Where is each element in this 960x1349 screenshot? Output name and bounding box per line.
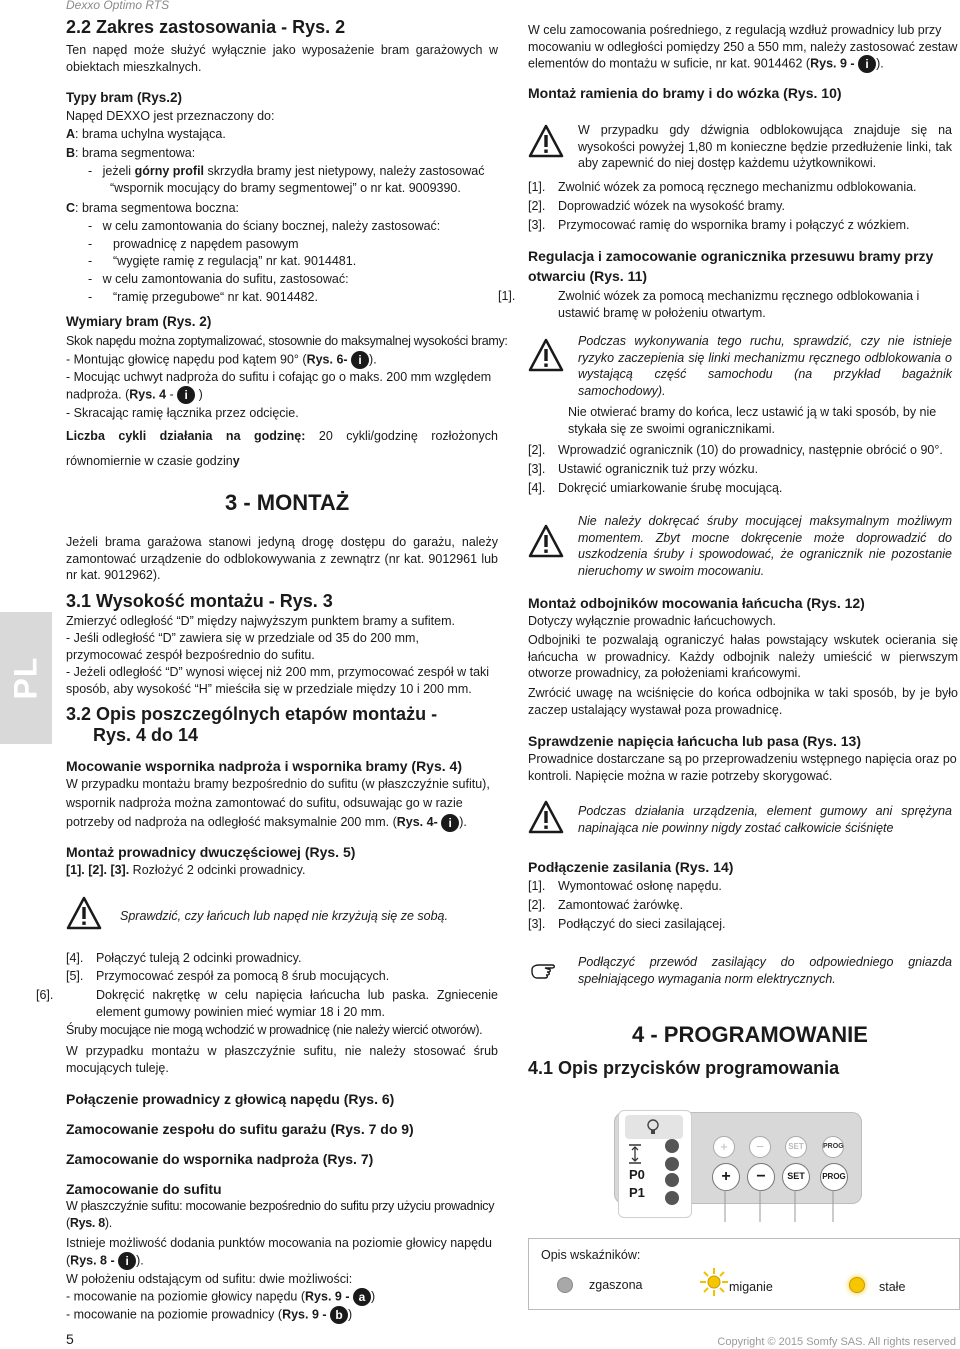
limiter-step-4: [4]. Dokręcić umiarkowanie śrubę mocującą. bbox=[528, 481, 783, 495]
limiter-step-1: [1]. Zwolnić wózek za pomocą mechanizmu ręcznego odblokowania i ustawić bramę w położeniu otwartym. bbox=[498, 289, 920, 320]
tension-warning: Podczas działania urządzenia, element gumowy ani sprężyna napinająca nie powinny nigdy zostać całkowicie ściśnięte bbox=[578, 804, 952, 835]
power-title: Podłączenie zasilania (Rys. 14) bbox=[528, 859, 734, 875]
warning-icon bbox=[528, 800, 564, 834]
limiter-warning-2: Nie należy dokręcać śruby mocującej maksymalnym możliwym momentem. Zbyt mocne dokręcenie może doprowadzić do uszkodzenia śruby i spowodować, że ogranicznik nie pozostanie nieruchomy w swoim mocowaniu. bbox=[578, 514, 952, 578]
type-c-item-1: - w celu zamontowania do ściany bocznej, należy zastosować: bbox=[88, 219, 441, 233]
ceiling-p1: W płaszczyźnie sufitu: mocowanie bezpośrednio do sufitu przy użyciu prowadnicy (Rys. 8). bbox=[66, 1199, 495, 1230]
ceiling-p3-item-2: - mocowanie na poziomie prowadnicy (Rys. 9 - b ) bbox=[66, 1307, 353, 1322]
pointing-hand-icon bbox=[530, 958, 560, 982]
rail-step-6: [6]. Dokręcić nakrętkę w celu napięcia łańcucha lub paska. Zgniecenie element gumowy powinien mieć wymiar 18 i 20 mm. bbox=[36, 988, 498, 1019]
heading-fix-lintel: Zamocowanie do wspornika nadproża (Rys. 7) bbox=[66, 1151, 374, 1167]
section-3-1-item-1: - Jeśli odległość “D” zawiera się w przedziale od 35 do 200 mm, przymocować zespół bezpośrednio do sufitu. bbox=[66, 631, 419, 662]
dims-text: Skok napędu można zoptymalizować, stosownie do maksymalnej wysokości bramy: bbox=[66, 334, 508, 348]
limiter-step-3: [3]. Ustawić ogranicznik tuż przy wózku. bbox=[528, 462, 759, 476]
section-3-1-text: Zmierzyć odległość “D” między najwyższym punktem bramy a sufitem. bbox=[66, 614, 455, 628]
led-p0 bbox=[665, 1173, 679, 1187]
minus-button[interactable]: − bbox=[747, 1163, 775, 1191]
heading-fix-ceiling: Zamocowanie zespołu do sufitu garażu (Rys. 7 do 9) bbox=[66, 1121, 414, 1137]
led-slot bbox=[625, 1115, 683, 1139]
tension-title: Sprawdzenie napięcia łańcucha lub pasa (Rys. 13) bbox=[528, 733, 862, 749]
tension-text: Prowadnice dostarczane są po przeprowadzeniu wstępnego napięcia oraz po kontroli. Napięcie można w razie potrzeby skorygować. bbox=[528, 752, 957, 783]
section-2-2-text: Ten napęd może służyć wyłącznie jako wyposażenie bram garażowych w obiektach mieszkalnych. bbox=[66, 43, 498, 74]
legend-title: Opis wskaźników: bbox=[541, 1248, 641, 1262]
type-c-item-1a: - prowadnicę z napędem pasowym bbox=[88, 237, 299, 251]
dims-item-3: - Skracając ramię łącznika przez odcięcie. bbox=[66, 406, 299, 420]
section-3-2-title-1: 3.2 Opis poszczególnych etapów montażu - bbox=[66, 704, 438, 724]
plus-button[interactable]: + bbox=[712, 1163, 740, 1191]
ceiling-p2: Istnieje możliwość dodania punktów mocowania na poziomie głowicy napędu (Rys. 8 - i ). bbox=[66, 1236, 492, 1268]
warning-icon bbox=[528, 124, 564, 158]
heading-connection: Połączenie prowadnicy z głowicą napędu (Rys. 6) bbox=[66, 1091, 395, 1107]
legend-off-label: zgaszona bbox=[589, 1278, 643, 1292]
brand-header: Dexxo Optimo RTS bbox=[66, 0, 170, 12]
light-bulb-icon bbox=[643, 1117, 663, 1137]
info-icon: i bbox=[858, 55, 876, 73]
arm-step-3: [3]. Przymocować ramię do wspornika bramy i połączyć z wózkiem. bbox=[528, 218, 910, 232]
type-c-item-1b: - “wygięte ramię z regulacją” nr kat. 9014481. bbox=[88, 254, 357, 268]
info-icon: i bbox=[118, 1252, 136, 1270]
dims-item-1: - Montując głowicę napędu pod kątem 90° (Rys. 6- i ). bbox=[66, 352, 377, 367]
ceiling-p3: W położeniu odstającym od sufitu: dwie możliwości: bbox=[66, 1272, 353, 1286]
screws-note: Śruby mocujące nie mogą wchodzić w prowadnicę (nie należy wiercić otworów). bbox=[66, 1023, 483, 1037]
page-number: 5 bbox=[66, 1331, 74, 1347]
legend-blink-indicator bbox=[699, 1267, 729, 1297]
warning-icon bbox=[66, 896, 102, 930]
info-icon: i bbox=[351, 351, 369, 369]
legend-on-indicator bbox=[849, 1277, 865, 1293]
info-icon: i bbox=[177, 386, 195, 404]
section-4-1-title: 4.1 Opis przycisków programowania bbox=[528, 1058, 840, 1078]
rail-step-4: [4]. Połączyć tuleją 2 odcinki prowadnicy. bbox=[66, 951, 302, 965]
chapter-4-title: 4 - PROGRAMOWANIE bbox=[632, 1022, 868, 1047]
types-intro: Napęd DEXXO jest przeznaczony do: bbox=[66, 109, 275, 123]
chain-p3: Zwrócić uwagę na wciśnięcie do końca odbojnika w taki sposób, by je było zaczep ustalający wystawał poza prowadnicę. bbox=[528, 686, 958, 717]
copyright: Copyright © 2015 Somfy SAS. All rights reserved bbox=[717, 1336, 956, 1348]
badge-b-icon: b bbox=[330, 1306, 348, 1324]
ceiling-note: W przypadku montażu w płaszczyźnie sufitu, nie należy stosować śrub mocujących tuleję. bbox=[66, 1044, 498, 1075]
led-1 bbox=[665, 1139, 679, 1153]
door-travel-icon bbox=[627, 1143, 643, 1165]
arm-warning: W przypadku gdy dźwignia odblokowująca znajduje się na wysokości powyżej 1,80 m konieczne będzie przedłużenie linki, tak aby zapewnić do niej dostęp każdemu użytkownikowi. bbox=[578, 123, 952, 170]
arm-title: Montaż ramienia do bramy i do wózka (Rys. 10) bbox=[528, 85, 842, 101]
language-tab bbox=[0, 612, 52, 744]
type-c: C: brama segmentowa boczna: bbox=[66, 201, 240, 215]
section-3-2-title-2: Rys. 4 do 14 bbox=[93, 725, 199, 745]
button-pointer-lines bbox=[680, 1188, 860, 1224]
power-step-2: [2]. Zamontować żarówkę. bbox=[528, 898, 684, 912]
arm-step-2: [2]. Doprowadzić wózek na wysokość bramy. bbox=[528, 199, 785, 213]
chain-p2: Odbojniki te pozwalają ograniczyć hałas powstający wskutek ocierania się łańcucha w prowadnicy. Każdy odbojnik należy umieścić w pierwszym otworze prowadnicy, za położeniami krańcowymi. bbox=[528, 633, 958, 680]
prog-button-top[interactable]: PROG bbox=[822, 1136, 844, 1158]
chain-title: Montaż odbojników mocowania łańcucha (Rys. 12) bbox=[528, 595, 865, 611]
indirect-text: W celu zamocowania pośredniego, z regulacją wzdłuż prowadnicy lub przy mocowaniu w odległości pomiędzy 250 a 550 mm, należy zastosować zestaw elementów do montażu w suficie, nr kat. 9014462 (Rys. 9 - i ). bbox=[528, 23, 958, 71]
set-button[interactable]: SET bbox=[782, 1163, 810, 1191]
type-b: B: brama segmentowa: bbox=[66, 146, 196, 160]
prog-button[interactable]: PROG bbox=[820, 1163, 848, 1191]
limiter-warning: Podczas wykonywania tego ruchu, sprawdzić, czy nie istnieje ryzyko zaczepienia się linki mechanizmu ręcznego odblokowania o wystającą część samochodu (na przykład bagażnik samochodowy). bbox=[578, 334, 952, 398]
ceiling-p3-item-1: - mocowanie na poziomie głowicy napędu (Rys. 9 - a ) bbox=[66, 1289, 376, 1304]
legend-on-label: stałe bbox=[879, 1280, 906, 1294]
chapter-3-title: 3 - MONTAŻ bbox=[225, 490, 350, 515]
set-button-top[interactable]: SET bbox=[785, 1136, 807, 1158]
limiter-note: Nie otwierać bramy do końca, lecz ustawić ją w taki sposób, by nie stykała się ze swoimi ogranicznikami. bbox=[568, 405, 937, 436]
chapter-3-text: Jeżeli brama garażowa stanowi jedyną drogę dostępu do garażu, należy zamontować urządzenie do odblokowywania z zewnątrz (nr kat. 9012961 lub nr kat. 9012962). bbox=[66, 535, 498, 582]
dims-title: Wymiary bram (Rys. 2) bbox=[66, 314, 212, 329]
label-p1: P1 bbox=[629, 1185, 645, 1200]
dims-item-2: - Mocując uchwyt nadproża do sufitu i cofając go o maks. 200 mm względem nadproża. (Rys. 4 - i ) bbox=[66, 370, 492, 402]
cycles-text: Liczba cykli działania na godzinę: 20 cykli/godzinę rozłożonych równomiernie w czasie godziny bbox=[66, 429, 498, 468]
limiter-title: Regulacja i zamocowanie ogranicznika przesuwu bramy przy otwarciu (Rys. 11) bbox=[528, 248, 934, 284]
badge-a-icon: a bbox=[353, 1288, 371, 1306]
limiter-step-2: [2]. Wprowadzić ogranicznik (10) do prowadnicy, następnie obrócić o 90°. bbox=[528, 443, 943, 457]
rail-warning: Sprawdzić, czy łańcuch lub napęd nie krzyżują się ze sobą. bbox=[120, 909, 448, 923]
type-c-item-2: - w celu zamontowania do sufitu, zastosować: bbox=[88, 272, 349, 286]
language-tab-label: PL bbox=[7, 656, 44, 700]
arm-step-1: [1]. Zwolnić wózek za pomocą ręcznego mechanizmu odblokowania. bbox=[528, 180, 917, 194]
types-title: Typy bram (Rys.2) bbox=[66, 90, 183, 105]
rail-step-5: [5]. Przymocować zespół za pomocą 8 śrub mocujących. bbox=[66, 969, 390, 983]
legend-blink-label: miganie bbox=[729, 1280, 773, 1294]
type-b-item-cont: “wspornik mocujący do bramy segmentowej” o nr kat. 9009390. bbox=[110, 181, 461, 195]
section-3-1-title: 3.1 Wysokość montażu - Rys. 3 bbox=[66, 591, 333, 611]
section-3-1-item-2: - Jeżeli odległość “D” wynosi więcej niż 200 mm, przymocować zespół w taki sposób, aby wysokość “H” mieściła się w przedziale między 10 i 200 mm. bbox=[66, 665, 490, 696]
lintel-title: Mocowanie wspornika nadproża i wspornika bramy (Rys. 4) bbox=[66, 758, 462, 774]
rail-steps: [1]. [2]. [3]. Rozłożyć 2 odcinki prowadnicy. bbox=[66, 863, 306, 877]
plus-button-top[interactable]: + bbox=[713, 1136, 735, 1158]
label-p0: P0 bbox=[629, 1167, 645, 1182]
power-step-3: [3]. Podłączyć do sieci zasilającej. bbox=[528, 917, 726, 931]
warning-icon bbox=[528, 524, 564, 558]
type-c-item-2a: - “ramię przegubowe“ nr kat. 9014482. bbox=[88, 290, 318, 304]
legend-off-indicator bbox=[557, 1277, 573, 1293]
indicator-legend bbox=[528, 1238, 960, 1310]
heading-ceiling: Zamocowanie do sufitu bbox=[66, 1181, 222, 1197]
led-p1 bbox=[665, 1191, 679, 1205]
minus-button-top[interactable]: − bbox=[749, 1136, 771, 1158]
rail-title: Montaż prowadnicy dwuczęściowej (Rys. 5) bbox=[66, 844, 356, 860]
lintel-text: W przypadku montażu bramy bezpośrednio do sufitu (w płaszczyźnie sufitu), wspornik nadproża można zamontować do sufitu, odsuwając go w razie potrzeby od nadproża na odległość maksymalnie 200 mm. (Rys. 4- i ). bbox=[66, 777, 490, 830]
led-2 bbox=[665, 1157, 679, 1171]
section-2-2-title: 2.2 Zakres zastosowania - Rys. 2 bbox=[66, 17, 346, 37]
power-step-1: [1]. Wymontować osłonę napędu. bbox=[528, 879, 722, 893]
type-b-item: - jeżeli górny profil skrzydła bramy jest nietypowy, należy zastosować bbox=[88, 164, 485, 178]
type-a: A: brama uchylna wystająca. bbox=[66, 127, 226, 141]
power-hint: Podłączyć przewód zasilający do odpowiedniego gniazda spełniającego wymagania norm elektrycznych. bbox=[578, 955, 952, 986]
info-icon: i bbox=[441, 814, 459, 832]
warning-icon bbox=[528, 338, 564, 372]
chain-p1: Dotyczy wyłącznie prowadnic łańcuchowych. bbox=[528, 614, 777, 628]
